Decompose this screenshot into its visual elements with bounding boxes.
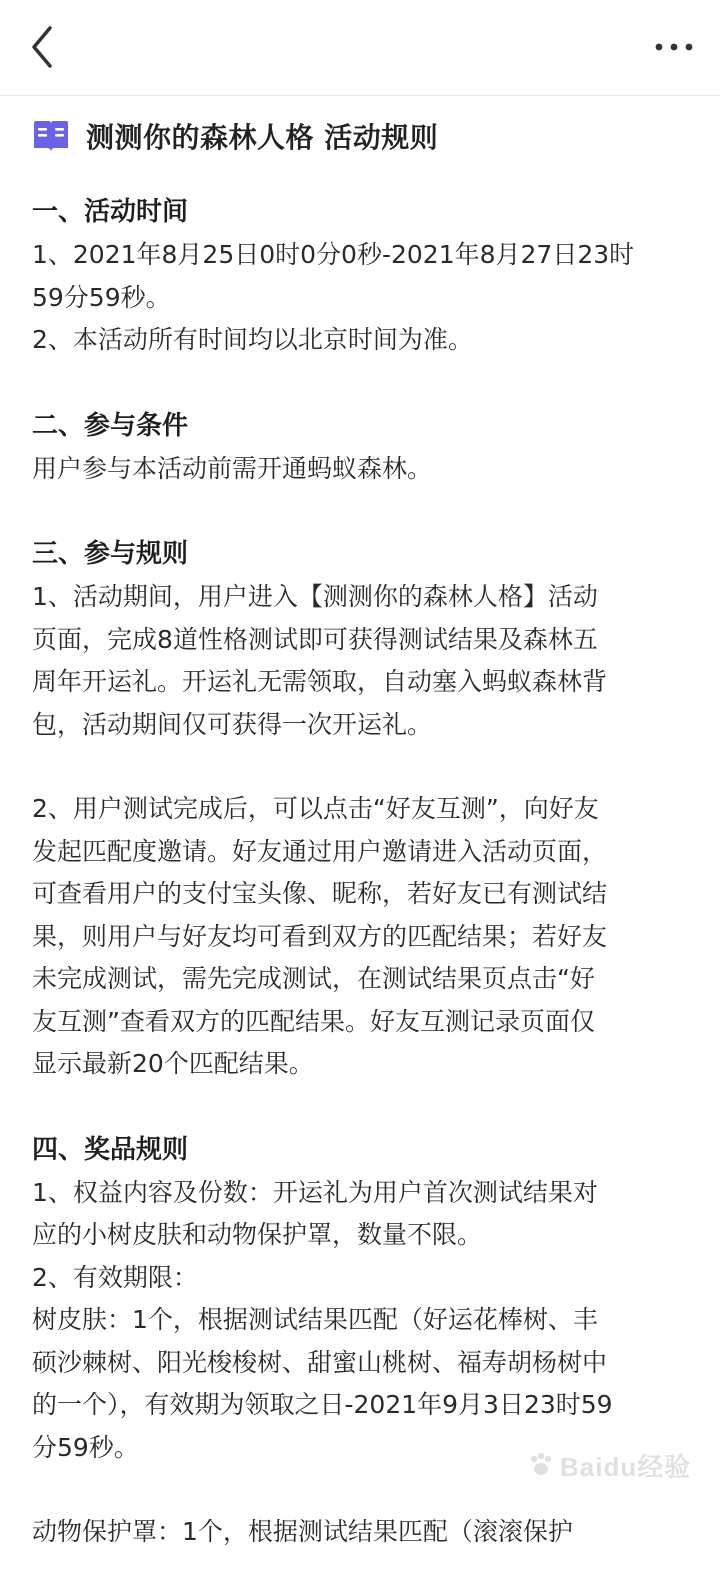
section-heading: 三、参与规则 — [32, 539, 189, 569]
more-button[interactable] — [654, 30, 694, 64]
paragraph-gap — [32, 746, 692, 788]
book-icon — [32, 119, 70, 153]
paragraph: 1、活动期间，用户进入【测测你的森林人格】活动 页面，完成8道性格测试即可获得测试结果及森林五 周年开运礼。开运礼无需领取，自动塞入蚂蚁森林背 包，活动期间仅可获得一次开运礼。 — [32, 582, 608, 739]
more-horizontal-icon — [654, 30, 694, 64]
top-nav-bar — [0, 0, 720, 96]
paragraph: 2、有效期限： — [32, 1262, 198, 1292]
back-button[interactable] — [26, 24, 62, 70]
paragraph: 2、本活动所有时间均以北京时间为准。 — [32, 325, 473, 354]
watermark-text: Baidu经验 — [560, 1451, 692, 1482]
paragraph: 动物保护罩：1个，根据测试结果匹配（滚滚保护 — [32, 1517, 573, 1546]
paragraph: 2、用户测试完成后，可以点击“好友互测”，向好友 发起匹配度邀请。好友通过用户邀请进入活动页面， 可查看用户的支付宝头像、昵称，若好友已有测试结 果，则用户与好友均可看到双方的匹配结果；若好友 未完成测试，需先完成测试，在测试结果页点击“好 友互测”查看双方的匹配结果。好友互测记录页面仅 显示最新20个匹配结果。 — [32, 794, 608, 1078]
baidu-watermark — [526, 1436, 692, 1494]
section-heading: 二、参与条件 — [32, 410, 189, 441]
paragraph: 树皮肤：1个，根据测试结果匹配（好运花棒树、丰 硕沙棘树、阳光梭梭树、甜蜜山桃树、福寿胡杨树中 的一个），有效期为领取之日-2021年9月3日23时59 分59秒。 — [32, 1305, 613, 1462]
section-activity-time — [32, 190, 692, 362]
paw-icon — [526, 1450, 556, 1480]
page-header — [32, 114, 438, 158]
section-heading: 一、活动时间 — [32, 197, 189, 227]
section-participation-rules — [32, 532, 692, 1086]
paragraph: 1、2021年8月25日0时0分0秒-2021年8月27日23时 59分59秒。 — [32, 240, 635, 312]
section-heading: 四、奖品规则 — [32, 1134, 189, 1165]
page-title: 测测你的森林人格 活动规则 — [86, 121, 439, 154]
chevron-left-icon — [26, 24, 62, 70]
paragraph: 1、权益内容及份数：开运礼为用户首次测试结果对 应的小树皮肤和动物保护罩，数量不限。 — [32, 1177, 598, 1249]
section-participation-conditions — [32, 404, 692, 491]
rules-content — [32, 190, 692, 1596]
paragraph: 用户参与本活动前需开通蚂蚁森林。 — [32, 453, 433, 483]
